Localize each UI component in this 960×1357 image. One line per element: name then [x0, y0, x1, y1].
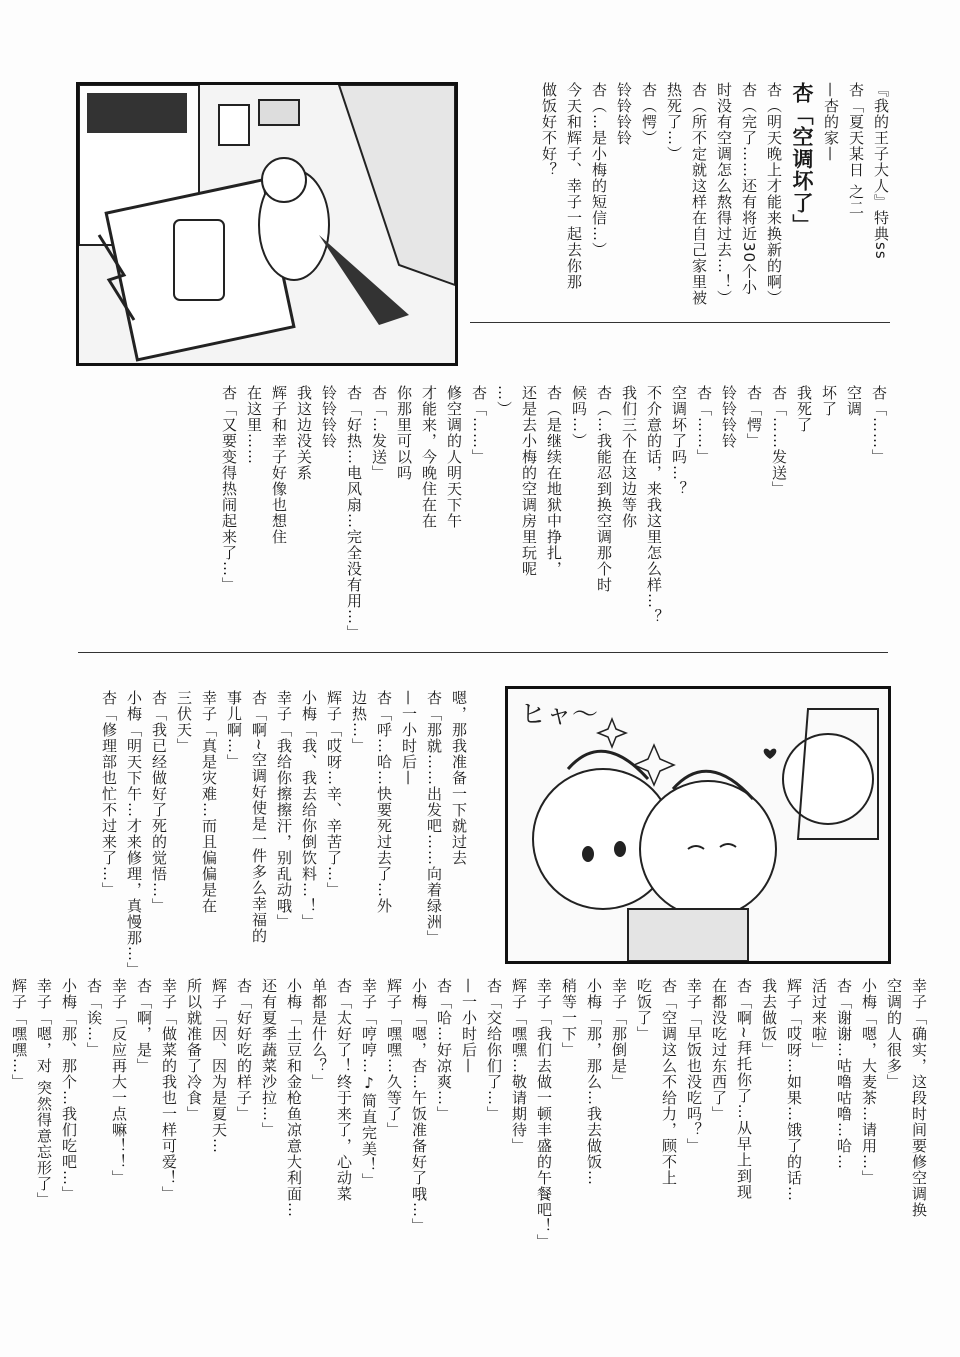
tier4-line-23: 杏「太好了！终于来了，心动菜	[335, 978, 353, 1202]
tier2-line-9: 不介意的话，来我这里怎么样…？	[645, 385, 663, 625]
tier3-line-0: 嗯，那我准备一下就过去	[450, 690, 468, 866]
girls-scene-illustration	[508, 689, 888, 961]
tier2-line-15: …）	[495, 385, 513, 417]
tier2-line-6: 铃铃铃铃	[720, 385, 738, 449]
tier4-line-25: 小梅「土豆和金枪鱼凉意大利面…	[285, 978, 303, 1218]
tier3-line-10: 幸子「真是灾难…而且偏偏是在	[200, 690, 218, 914]
tier1-line-2: —杏的家—	[822, 82, 840, 162]
tier2-line-4: 杏「……发送」	[770, 385, 788, 497]
room-scene-illustration	[79, 85, 455, 363]
tier1-text	[470, 82, 890, 312]
tier1-line-11: 杏（…是小梅的短信…）	[590, 82, 608, 258]
tier1-line-0: 『我的王子大人』特典ss	[872, 82, 890, 260]
tier4-line-10: 杏「空调这么不给力，顾不上	[660, 978, 678, 1186]
tier3-line-14: 杏「修理部也忙不过来了…」	[100, 690, 118, 898]
sfx-text: ヒャ〜	[520, 700, 599, 730]
tier4-line-31: 杏「啊，是」	[135, 978, 153, 1074]
tier2-line-10: 我们三个在这边等你	[620, 385, 638, 529]
tier2-line-21: 杏「好热…电风扇…完全没有用…」	[345, 385, 363, 641]
tier4-line-24: 单都是什么？」	[310, 978, 328, 1090]
illustration-panel-girls	[505, 686, 891, 964]
tier4-line-8: 在都没吃过东西了」	[710, 978, 728, 1122]
tier2-line-2: 坏了	[820, 385, 838, 417]
tier2-line-7: 杏「……」	[695, 385, 713, 465]
tier1-line-6: 时没有空调怎么熬得过去…！）	[715, 82, 733, 306]
tier4-line-9: 幸子「早饭也没吃吗？」	[685, 978, 703, 1154]
tier3-line-4: 边热…」	[350, 690, 368, 754]
tier2-line-17: 修空调的人明天下午	[445, 385, 463, 529]
tier4-line-14: 稍等一下」	[560, 978, 578, 1058]
tier1-line-8: 热死了…）	[665, 82, 683, 162]
tier1-line-13: 做饭好不好？	[540, 82, 558, 178]
tier1-line-4: 杏（明天晚上才能来换新的啊）	[765, 82, 783, 306]
tier2-line-12: 候吗…）	[570, 385, 588, 449]
tier4-line-3: 杏「谢谢…咕噜咕噜…哈…	[835, 978, 853, 1170]
tier4-line-27: 杏「好好吃的样子」	[235, 978, 253, 1122]
tier4-line-20: 小梅「嗯，杏…午饭准备好了哦…」	[410, 978, 428, 1234]
tier4-line-22: 幸子「哼哼…♪简直完美！」	[360, 978, 378, 1189]
tier2-line-20: 杏「…发送」	[370, 385, 388, 481]
tier3-line-6: 小梅「我、我去给你倒饮料…！」	[300, 690, 318, 930]
tier4-line-33: 杏「诶…」	[85, 978, 103, 1058]
tier2-line-8: 空调坏了吗…？	[670, 385, 688, 497]
illustration-panel-room	[76, 82, 458, 366]
tier4-line-18: —一小时后—	[460, 978, 478, 1074]
tier2-line-19: 你那里可以吗	[395, 385, 413, 481]
tier4-line-21: 辉子「嘿嘿…久等了」	[385, 978, 403, 1138]
tier4-line-1: 空调的人很多」	[885, 978, 903, 1090]
tier3-line-3: 杏「呼…哈…快要死过去了…外	[375, 690, 393, 914]
tier2-line-24: 辉子和幸子好像也想住	[270, 385, 288, 545]
tier2-line-1: 空调	[845, 385, 863, 417]
tier3-line-11: 三伏天」	[175, 690, 193, 754]
tier4-line-19: 杏「哈…好凉爽…」	[435, 978, 453, 1122]
tier4-line-17: 杏「交给你们了…」	[485, 978, 503, 1122]
tier3-line-13: 小梅「明天下午…才来修理，真慢那…」	[125, 690, 143, 978]
tier1-line-10: 铃铃铃铃	[615, 82, 633, 146]
tier4-line-0: 幸子「确实，这段时间要修空调换	[910, 978, 928, 1218]
tier4-line-7: 杏「啊~拜托你了…从早上到现	[735, 978, 753, 1200]
tier4-line-5: 辉子「哎呀…如果…饿了的话…	[785, 978, 803, 1202]
tier2-line-16: 杏「……」	[470, 385, 488, 465]
tier3-text	[78, 690, 468, 978]
tier3-line-2: —一小时后—	[400, 690, 418, 786]
tier2-line-3: 我死了	[795, 385, 813, 433]
tier2-divider	[78, 652, 888, 653]
tier1-line-9: 杏（愕）	[640, 82, 658, 146]
tier4-line-29: 所以就准备了冷食」	[185, 978, 203, 1122]
tier1-line-1: 杏「夏天某日 之二	[847, 82, 865, 216]
tier4-line-4: 活过来啦」	[810, 978, 828, 1058]
tier4-text	[10, 978, 928, 1308]
tier4-line-11: 吃饭了」	[635, 978, 653, 1042]
tier4-line-32: 幸子「反应再大一点嘛！！」	[110, 978, 128, 1186]
tier4-line-12: 幸子「那倒是」	[610, 978, 628, 1090]
tier2-line-14: 还是去小梅的空调房里玩呢	[520, 385, 538, 577]
tier4-line-34: 小梅「那、那个…我们吃吧…」	[60, 978, 78, 1202]
tier1-line-7: 杏（所不定就这样在自己家里被	[690, 82, 708, 306]
tier4-line-15: 幸子「我们去做一顿丰盛的午餐吧！」	[535, 978, 553, 1250]
tier4-line-36: 辉子「嘿嘿…」	[10, 978, 28, 1090]
tier2-line-5: 杏「愕」	[745, 385, 763, 449]
tier2-line-23: 我这边没关系	[295, 385, 313, 481]
tier2-line-22: 铃铃铃铃	[320, 385, 338, 449]
tier3-line-9: 事儿啊…」	[225, 690, 243, 770]
tier4-line-30: 幸子「做菜的我也一样可爱！」	[160, 978, 178, 1202]
tier1-divider	[470, 322, 890, 323]
tier2-line-13: 杏（是继续在地狱中挣扎，	[545, 385, 563, 577]
tier4-line-13: 小梅「那，那么…我去做饭…	[585, 978, 603, 1186]
tier2-text	[78, 385, 888, 641]
tier3-line-1: 杏「那就……出发吧……向着绿洲」	[425, 690, 443, 946]
tier1-line-5: 杏（完了……还有将近30个小	[740, 82, 758, 296]
tier2-line-0: 杏「……」	[870, 385, 888, 465]
tier3-line-7: 幸子「我给你擦擦汗，别乱动哦」	[275, 690, 293, 930]
tier2-line-18: 才能来，今晚住在在	[420, 385, 438, 529]
tier4-line-6: 我去做饭」	[760, 978, 778, 1058]
tier1-line-3: 杏「空调坏了」	[790, 82, 814, 236]
tier4-line-2: 小梅「嗯，大麦茶…请用…」	[860, 978, 878, 1186]
tier2-line-26: 杏「又要变得热闹起来了…」	[220, 385, 238, 593]
tier3-line-5: 辉子「哎呀…辛、辛苦了…」	[325, 690, 343, 898]
tier4-line-26: 还有夏季蔬菜沙拉…」	[260, 978, 278, 1138]
tier3-line-12: 杏「我已经做好了死的觉悟…」	[150, 690, 168, 914]
tier1-line-12: 今天和辉子、幸子一起去你那	[565, 82, 583, 290]
tier2-line-11: 杏（…我能忍到换空调那个时	[595, 385, 613, 593]
tier4-line-28: 辉子「因、因为是夏天…	[210, 978, 228, 1154]
tier4-line-35: 幸子「嗯，对 突然得意忘形了」	[35, 978, 53, 1208]
tier4-line-16: 辉子「嘿嘿…敬请期待」	[510, 978, 528, 1154]
tier3-line-8: 杏「啊~空调好使是一件多么幸福的	[250, 690, 268, 944]
tier2-line-25: 在这里……	[245, 385, 263, 465]
